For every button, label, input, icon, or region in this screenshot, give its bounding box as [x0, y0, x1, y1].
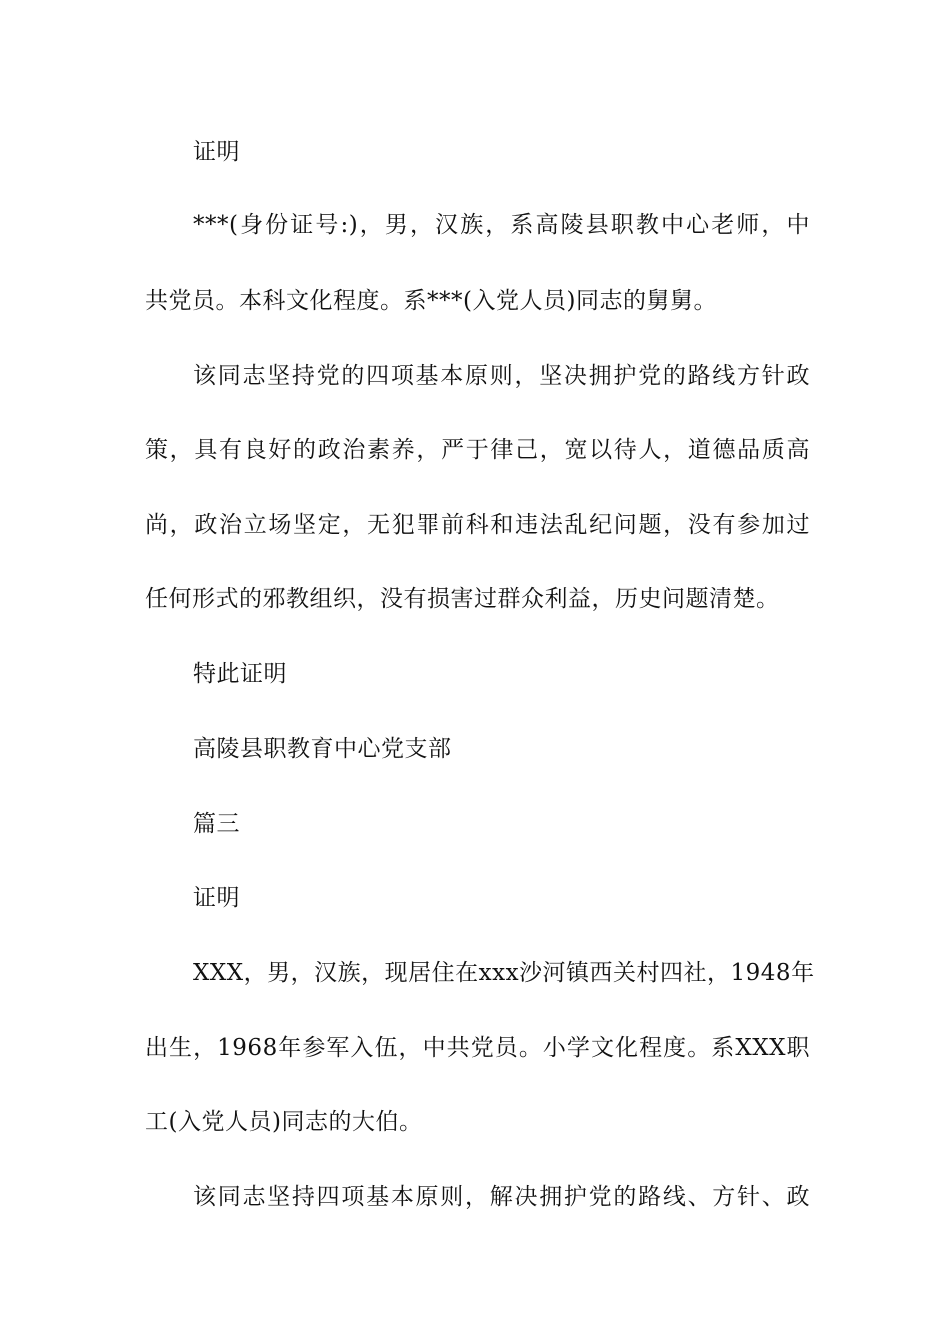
paragraph-line: XXX，男，汉族，现居住在xxx沙河镇西关村四社，1948年: [193, 960, 815, 986]
heading-certificate-2: 证明: [193, 885, 240, 911]
paragraph-line: 任何形式的邪教组织，没有损害过群众利益，历史问题清楚。: [145, 586, 780, 612]
issuing-organization: 高陵县职教育中心党支部: [193, 736, 452, 762]
paragraph-line: 该同志坚持四项基本原则，解决拥护党的路线、方针、政: [193, 1184, 810, 1210]
paragraph-line: 共党员。本科文化程度。系***(入党人员)同志的舅舅。: [145, 288, 717, 314]
paragraph-line: 策，具有良好的政治素养，严于律己，宽以待人，道德品质高: [145, 437, 810, 463]
closing-statement: 特此证明: [193, 661, 287, 687]
section-title: 篇三: [193, 811, 240, 837]
paragraph-line: 该同志坚持党的四项基本原则，坚决拥护党的路线方针政: [193, 363, 810, 389]
paragraph-line: ***(身份证号:)，男，汉族，系高陵县职教中心老师，中: [193, 212, 810, 238]
paragraph-line: 工(入党人员)同志的大伯。: [145, 1109, 423, 1135]
paragraph-line: 出生，1968年参军入伍，中共党员。小学文化程度。系XXX职: [145, 1035, 810, 1061]
paragraph-line: 尚，政治立场坚定，无犯罪前科和违法乱纪问题，没有参加过: [145, 512, 810, 538]
heading-certificate-1: 证明: [193, 139, 240, 165]
